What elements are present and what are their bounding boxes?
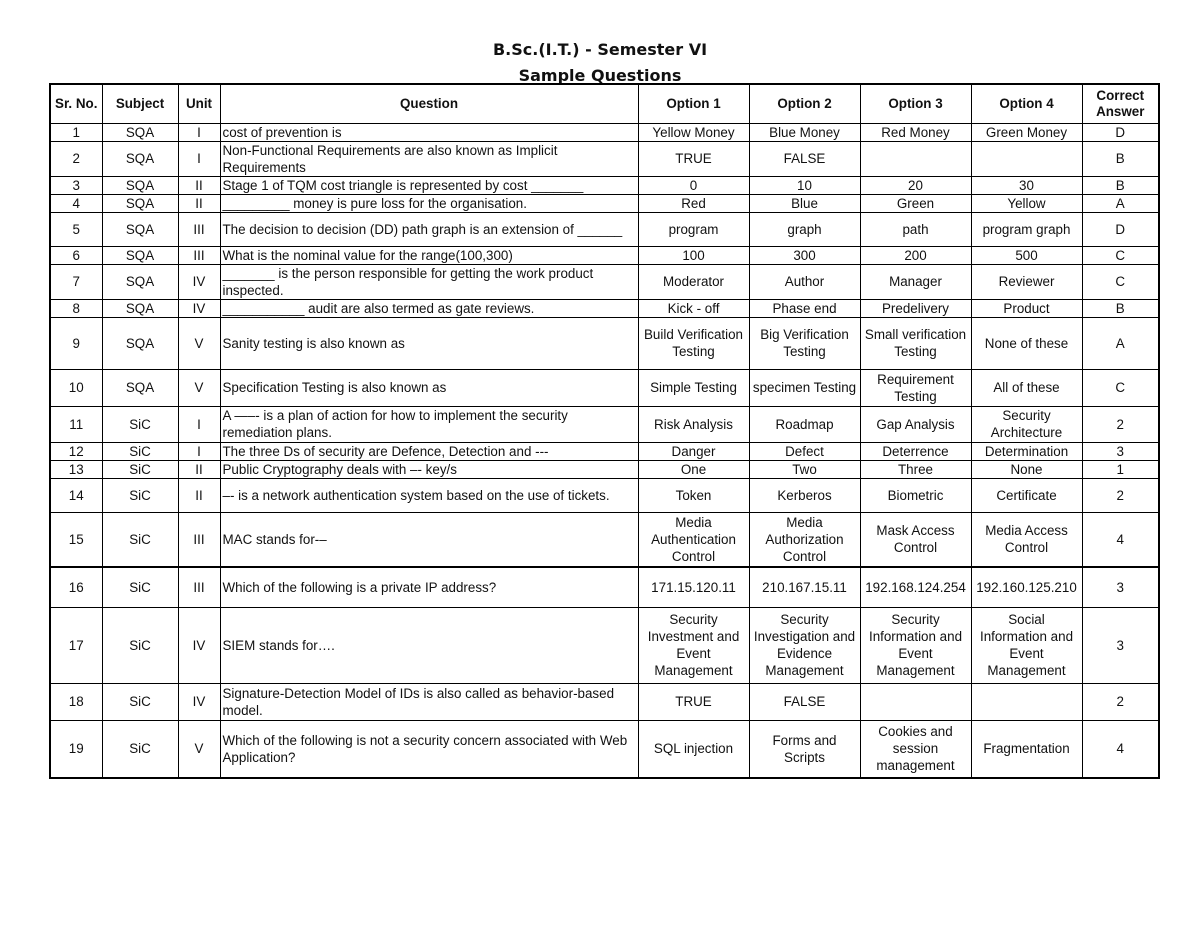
cell-option-3 <box>860 683 971 720</box>
cell-option-1: 171.15.120.11 <box>638 567 749 607</box>
cell-option-1: Danger <box>638 442 749 460</box>
cell-correct-answer: B <box>1082 141 1159 176</box>
cell-correct-answer: 4 <box>1082 512 1159 567</box>
cell-option-3: Gap Analysis <box>860 406 971 442</box>
cell-unit: V <box>178 317 220 369</box>
cell-sr-no: 1 <box>50 123 102 141</box>
cell-sr-no: 16 <box>50 567 102 607</box>
cell-sr-no: 12 <box>50 442 102 460</box>
header-option-1: Option 1 <box>638 84 749 123</box>
cell-sr-no: 3 <box>50 176 102 194</box>
cell-sr-no: 4 <box>50 194 102 212</box>
header-option-3: Option 3 <box>860 84 971 123</box>
cell-option-2: specimen Testing <box>749 369 860 406</box>
cell-sr-no: 6 <box>50 246 102 264</box>
cell-subject: SiC <box>102 442 178 460</box>
table-body <box>50 123 1159 778</box>
table-row <box>50 512 1159 567</box>
cell-option-3: Deterrence <box>860 442 971 460</box>
cell-correct-answer: 1 <box>1082 460 1159 478</box>
cell-unit: IV <box>178 264 220 299</box>
cell-subject: SiC <box>102 478 178 512</box>
cell-question: Public Cryptography deals with –- key/s <box>220 460 638 478</box>
cell-option-2: Big Verification Testing <box>749 317 860 369</box>
cell-correct-answer: B <box>1082 299 1159 317</box>
cell-option-1: Security Investment and Event Management <box>638 607 749 683</box>
cell-option-1: Yellow Money <box>638 123 749 141</box>
table-row <box>50 683 1159 720</box>
header-option-4: Option 4 <box>971 84 1082 123</box>
cell-option-3: Security Information and Event Management <box>860 607 971 683</box>
cell-option-4: Determination <box>971 442 1082 460</box>
cell-correct-answer: A <box>1082 317 1159 369</box>
cell-subject: SiC <box>102 512 178 567</box>
header-sr-no: Sr. No. <box>50 84 102 123</box>
cell-unit: I <box>178 442 220 460</box>
cell-option-4: Security Architecture <box>971 406 1082 442</box>
cell-sr-no: 14 <box>50 478 102 512</box>
cell-option-2: Author <box>749 264 860 299</box>
cell-correct-answer: 3 <box>1082 607 1159 683</box>
cell-option-1: program <box>638 212 749 246</box>
cell-unit: I <box>178 123 220 141</box>
cell-sr-no: 18 <box>50 683 102 720</box>
cell-option-1: SQL injection <box>638 720 749 778</box>
cell-correct-answer: C <box>1082 246 1159 264</box>
table-row <box>50 141 1159 176</box>
cell-option-4: Social Information and Event Management <box>971 607 1082 683</box>
header-option-2: Option 2 <box>749 84 860 123</box>
cell-option-4: 500 <box>971 246 1082 264</box>
table-row <box>50 369 1159 406</box>
cell-question: What is the nominal value for the range(100,300) <box>220 246 638 264</box>
cell-option-3: Requirement Testing <box>860 369 971 406</box>
table-row <box>50 123 1159 141</box>
cell-option-3: path <box>860 212 971 246</box>
cell-option-4: 30 <box>971 176 1082 194</box>
table-row <box>50 194 1159 212</box>
cell-option-4: Reviewer <box>971 264 1082 299</box>
cell-correct-answer: 4 <box>1082 720 1159 778</box>
cell-option-2: Blue Money <box>749 123 860 141</box>
cell-unit: V <box>178 369 220 406</box>
cell-option-4: Yellow <box>971 194 1082 212</box>
cell-option-3: Manager <box>860 264 971 299</box>
cell-option-2: Defect <box>749 442 860 460</box>
table-row <box>50 607 1159 683</box>
header-correct-answer: Correct Answer <box>1082 84 1159 123</box>
cell-option-2: 300 <box>749 246 860 264</box>
cell-sr-no: 17 <box>50 607 102 683</box>
cell-subject: SiC <box>102 567 178 607</box>
cell-option-1: TRUE <box>638 141 749 176</box>
cell-option-2: FALSE <box>749 141 860 176</box>
cell-option-1: One <box>638 460 749 478</box>
cell-question: Signature-Detection Model of IDs is also called as behavior-based model. <box>220 683 638 720</box>
cell-option-3: Predelivery <box>860 299 971 317</box>
cell-subject: SQA <box>102 212 178 246</box>
cell-option-4 <box>971 141 1082 176</box>
cell-unit: III <box>178 246 220 264</box>
table-row <box>50 478 1159 512</box>
cell-option-3: Cookies and session management <box>860 720 971 778</box>
cell-sr-no: 10 <box>50 369 102 406</box>
cell-question: SIEM stands for…. <box>220 607 638 683</box>
table-row <box>50 567 1159 607</box>
cell-unit: III <box>178 567 220 607</box>
cell-option-3: Small verification Testing <box>860 317 971 369</box>
cell-subject: SiC <box>102 406 178 442</box>
cell-subject: SQA <box>102 194 178 212</box>
cell-option-1: 100 <box>638 246 749 264</box>
cell-option-2: 210.167.15.11 <box>749 567 860 607</box>
cell-correct-answer: 2 <box>1082 406 1159 442</box>
cell-option-2: Roadmap <box>749 406 860 442</box>
cell-question: Stage 1 of TQM cost triangle is represented by cost _______ <box>220 176 638 194</box>
cell-option-1: Risk Analysis <box>638 406 749 442</box>
cell-subject: SQA <box>102 369 178 406</box>
cell-option-2: 10 <box>749 176 860 194</box>
cell-question: Which of the following is a private IP address? <box>220 567 638 607</box>
cell-option-2: Forms and Scripts <box>749 720 860 778</box>
table-row <box>50 460 1159 478</box>
cell-subject: SiC <box>102 460 178 478</box>
cell-correct-answer: 2 <box>1082 478 1159 512</box>
cell-subject: SQA <box>102 264 178 299</box>
cell-question: Non-Functional Requirements are also known as Implicit Requirements <box>220 141 638 176</box>
cell-subject: SQA <box>102 141 178 176</box>
cell-unit: V <box>178 720 220 778</box>
cell-subject: SQA <box>102 299 178 317</box>
cell-sr-no: 19 <box>50 720 102 778</box>
cell-question: _______ is the person responsible for getting the work product inspected. <box>220 264 638 299</box>
cell-option-4: 192.160.125.210 <box>971 567 1082 607</box>
document-subtitle: Sample Questions <box>518 66 682 85</box>
cell-correct-answer: D <box>1082 123 1159 141</box>
cell-option-3: Red Money <box>860 123 971 141</box>
cell-question: cost of prevention is <box>220 123 638 141</box>
cell-correct-answer: C <box>1082 264 1159 299</box>
cell-correct-answer: 3 <box>1082 567 1159 607</box>
cell-option-3: 192.168.124.254 <box>860 567 971 607</box>
cell-option-3: Three <box>860 460 971 478</box>
cell-sr-no: 9 <box>50 317 102 369</box>
cell-question: Specification Testing is also known as <box>220 369 638 406</box>
cell-sr-no: 15 <box>50 512 102 567</box>
header-unit: Unit <box>178 84 220 123</box>
header-question: Question <box>220 84 638 123</box>
cell-correct-answer: B <box>1082 176 1159 194</box>
cell-option-3: 200 <box>860 246 971 264</box>
cell-subject: SiC <box>102 683 178 720</box>
cell-subject: SQA <box>102 176 178 194</box>
table-header-row <box>50 84 1159 123</box>
cell-sr-no: 8 <box>50 299 102 317</box>
cell-option-1: Kick - off <box>638 299 749 317</box>
questions-table <box>49 83 1160 779</box>
cell-unit: II <box>178 194 220 212</box>
cell-option-4: None of these <box>971 317 1082 369</box>
cell-correct-answer: D <box>1082 212 1159 246</box>
table-row <box>50 317 1159 369</box>
header-subject: Subject <box>102 84 178 123</box>
cell-question: The three Ds of security are Defence, Detection and --- <box>220 442 638 460</box>
document-header <box>0 36 1200 88</box>
cell-unit: II <box>178 478 220 512</box>
cell-option-2: FALSE <box>749 683 860 720</box>
cell-correct-answer: C <box>1082 369 1159 406</box>
table-row <box>50 246 1159 264</box>
cell-option-1: Moderator <box>638 264 749 299</box>
cell-question: A —–- is a plan of action for how to implement the security remediation plans. <box>220 406 638 442</box>
cell-option-1: TRUE <box>638 683 749 720</box>
cell-sr-no: 13 <box>50 460 102 478</box>
cell-sr-no: 5 <box>50 212 102 246</box>
cell-question: The decision to decision (DD) path graph is an extension of ______ <box>220 212 638 246</box>
cell-unit: IV <box>178 607 220 683</box>
cell-option-1: Red <box>638 194 749 212</box>
table-row <box>50 299 1159 317</box>
cell-option-4: Media Access Control <box>971 512 1082 567</box>
cell-question: Sanity testing is also known as <box>220 317 638 369</box>
cell-subject: SQA <box>102 123 178 141</box>
cell-unit: II <box>178 460 220 478</box>
cell-unit: III <box>178 212 220 246</box>
cell-unit: I <box>178 406 220 442</box>
cell-sr-no: 11 <box>50 406 102 442</box>
cell-question: _________ money is pure loss for the organisation. <box>220 194 638 212</box>
cell-unit: III <box>178 512 220 567</box>
cell-option-4: program graph <box>971 212 1082 246</box>
cell-question: MAC stands for-– <box>220 512 638 567</box>
cell-question: –- is a network authentication system based on the use of tickets. <box>220 478 638 512</box>
cell-sr-no: 2 <box>50 141 102 176</box>
cell-option-2: Two <box>749 460 860 478</box>
cell-question: ___________ audit are also termed as gate reviews. <box>220 299 638 317</box>
cell-sr-no: 7 <box>50 264 102 299</box>
cell-correct-answer: A <box>1082 194 1159 212</box>
cell-correct-answer: 2 <box>1082 683 1159 720</box>
cell-option-1: Media Authentication Control <box>638 512 749 567</box>
cell-option-1: 0 <box>638 176 749 194</box>
cell-option-2: Kerberos <box>749 478 860 512</box>
cell-option-2: Media Authorization Control <box>749 512 860 567</box>
cell-option-3: 20 <box>860 176 971 194</box>
cell-option-3 <box>860 141 971 176</box>
cell-option-2: Blue <box>749 194 860 212</box>
table-row <box>50 442 1159 460</box>
table-row <box>50 720 1159 778</box>
cell-unit: IV <box>178 299 220 317</box>
cell-option-4: None <box>971 460 1082 478</box>
cell-question: Which of the following is not a security concern associated with Web Application? <box>220 720 638 778</box>
cell-option-1: Token <box>638 478 749 512</box>
cell-option-2: graph <box>749 212 860 246</box>
cell-subject: SiC <box>102 720 178 778</box>
cell-option-2: Security Investigation and Evidence Management <box>749 607 860 683</box>
table-row <box>50 176 1159 194</box>
cell-option-3: Biometric <box>860 478 971 512</box>
table-row <box>50 264 1159 299</box>
table-row <box>50 406 1159 442</box>
cell-option-1: Simple Testing <box>638 369 749 406</box>
cell-subject: SQA <box>102 246 178 264</box>
cell-option-4: All of these <box>971 369 1082 406</box>
cell-unit: IV <box>178 683 220 720</box>
cell-option-3: Mask Access Control <box>860 512 971 567</box>
cell-subject: SiC <box>102 607 178 683</box>
cell-option-1: Build Verification Testing <box>638 317 749 369</box>
cell-option-4: Fragmentation <box>971 720 1082 778</box>
cell-unit: II <box>178 176 220 194</box>
document-title: B.Sc.(I.T.) - Semester VI <box>492 40 708 59</box>
cell-option-4: Green Money <box>971 123 1082 141</box>
cell-correct-answer: 3 <box>1082 442 1159 460</box>
cell-option-4: Product <box>971 299 1082 317</box>
table-row <box>50 212 1159 246</box>
cell-option-3: Green <box>860 194 971 212</box>
cell-unit: I <box>178 141 220 176</box>
cell-subject: SQA <box>102 317 178 369</box>
cell-option-4 <box>971 683 1082 720</box>
cell-option-2: Phase end <box>749 299 860 317</box>
cell-option-4: Certificate <box>971 478 1082 512</box>
